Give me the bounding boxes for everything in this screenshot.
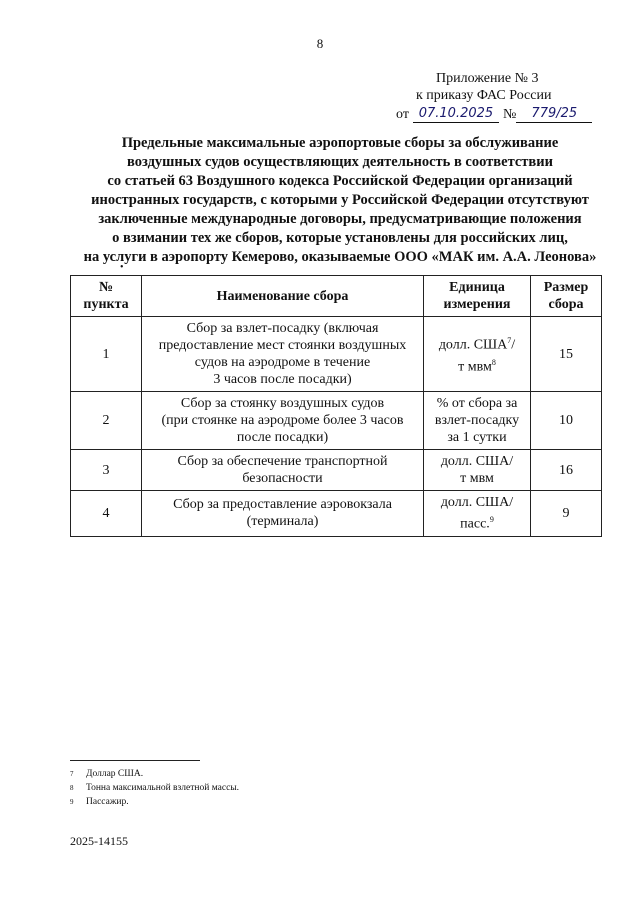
row-number: 2 [71, 392, 142, 450]
row-number: 3 [71, 450, 142, 491]
number-label: № [502, 107, 517, 122]
title-line: о взимании тех же сборов, которые установлены для российских лиц, [112, 230, 568, 246]
row-size: 10 [531, 392, 602, 450]
footnote: 9 Пассажир. [70, 797, 129, 807]
header-name: Наименование сбора [142, 276, 424, 317]
appendix-title: Приложение № 3 [436, 71, 539, 86]
appendix-order-ref: к приказу ФАС России [416, 88, 552, 103]
row-size: 16 [531, 450, 602, 491]
row-name: Сбор за предоставление аэровокзала (терминала) [142, 491, 424, 537]
title-line: иностранных государств, с которыми у Российской Федерации отсутствуют [91, 192, 589, 208]
stray-mark: • [120, 262, 124, 273]
fees-table [70, 275, 602, 537]
footnote: 8 Тонна максимальной взлетной массы. [70, 783, 240, 793]
row-unit: % от сбора за взлет-посадку за 1 сутки [424, 392, 531, 450]
table-header-row [71, 276, 602, 317]
order-number: 779/25 [516, 105, 592, 123]
row-size: 15 [531, 317, 602, 392]
appendix-block [396, 70, 616, 123]
title-line: Предельные максимальные аэропортовые сборы за обслуживание [121, 135, 559, 151]
footnotes [70, 767, 239, 809]
footnote: 7 Доллар США. [70, 769, 144, 779]
header-size: Размер сбора [531, 276, 602, 317]
from-label: от [396, 107, 409, 122]
header-unit: Единица измерения [424, 276, 531, 317]
header-number: № пункта [71, 276, 142, 317]
footnote-separator [70, 760, 200, 761]
row-unit: долл. США/ т мвм [424, 450, 531, 491]
title-line: воздушных судов осуществляющих деятельность в соответствии [127, 154, 553, 170]
row-number: 1 [71, 317, 142, 392]
order-date: 07.10.2025 [413, 105, 499, 123]
appendix-date-number [396, 105, 616, 123]
title-line: на услуги в аэропорту Кемерово, оказываемые ООО «МАК им. А.А. Леонова» [83, 249, 597, 265]
row-name: Сбор за стоянку воздушных судов (при стоянке на аэродроме более 3 часов после посадки) [142, 392, 424, 450]
table-row [71, 450, 602, 491]
row-name: Сбор за обеспечение транспортной безопасности [142, 450, 424, 491]
table-row [71, 491, 602, 537]
table-row [71, 392, 602, 450]
row-number: 4 [71, 491, 142, 537]
row-size: 9 [531, 491, 602, 537]
table-row [71, 317, 602, 392]
row-name: Сбор за взлет-посадку (включая предоставление мест стоянки воздушных судов на аэродроме в течение 3 часов после посадки) [142, 317, 424, 392]
page-number: 8 [316, 36, 324, 51]
title-line: заключенные международные договоры, предусматривающие положения [98, 211, 582, 227]
document-title [40, 134, 640, 267]
document-id: 2025-14155 [70, 834, 128, 848]
row-unit: долл. США/ пасс.$^9$ [424, 491, 531, 537]
title-line: со статьей 63 Воздушного кодекса Российской Федерации организаций [107, 173, 573, 189]
row-unit: долл. США$^7$/ т мвм$^8$ [424, 317, 531, 392]
